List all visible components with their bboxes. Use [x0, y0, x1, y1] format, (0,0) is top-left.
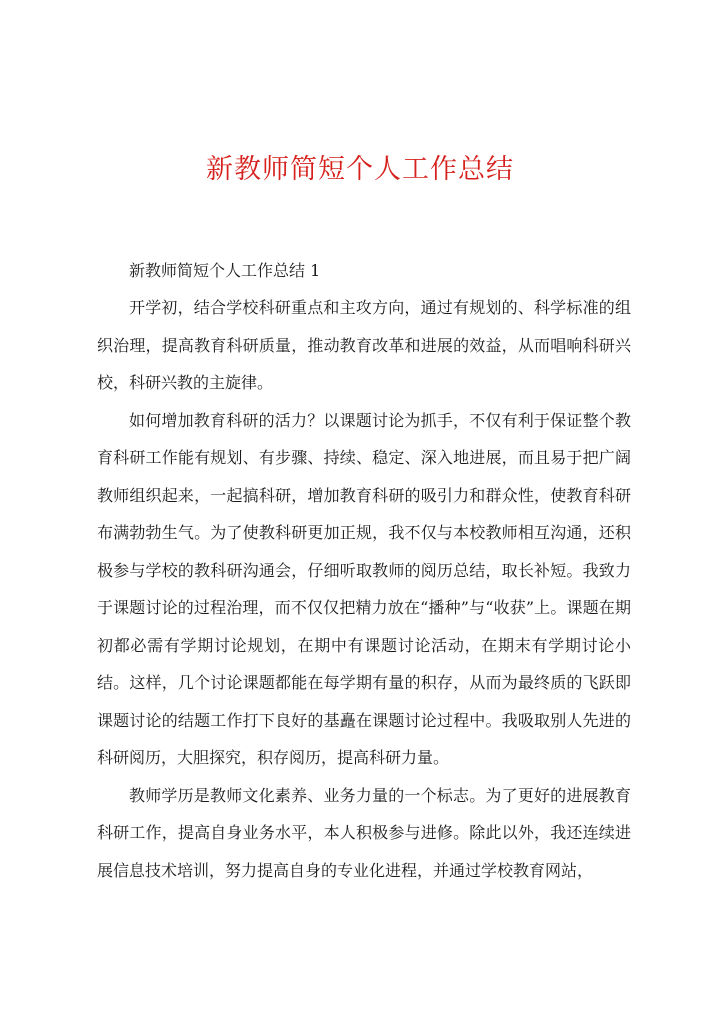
document-title: 新教师简短个人工作总结: [206, 154, 514, 185]
paragraph-2: 如何增加教育科研的活力？以课题讨论为抓手，不仅有利于保证整个教育科研工作能有规划、有步骤、持续、稳定、深入地进展，而且易于把广阔教师组织起来，一起搞科研，增加教育科研的吸引力和群众性，使教育科研布满勃勃生气。为了使教科研更加正规，我不仅与本校教师相互沟通，还积极参与学校的教科研沟通会，仔细听取教师的阅历总结，取长补短。我致力于课题讨论的过程治理，而不仅仅把精力放在“播种”与“收获”上。课题在期初都必需有学期讨论规划，在期中有课题讨论活动，在期末有学期讨论小结。这样，几个讨论课题都能在每学期有量的积存，从而为最终质的飞跃即课题讨论的结题工作打下良好的基矗在课题讨论过程中。我吸取别人先进的科研阅历，大胆探究，积存阅历，提高科研力量。: [97, 410, 631, 767]
section-heading: 新教师简短个人工作总结 1: [129, 261, 321, 280]
document-body: [97, 252, 631, 889]
paragraph-3: 教师学历是教师文化素养、业务力量的一个标志。为了更好的进展教育科研工作，提高自身业务水平，本人积极参与进修。除此以外，我还连续进展信息技术培训，努力提高自身的专业化进程，并通过学校教育网站，: [97, 785, 631, 880]
paragraph-1: 开学初，结合学校科研重点和主攻方向，通过有规划的、科学标准的组织治理，提高教育科研质量，推动教育改革和进展的效益，从而唱响科研兴校，科研兴教的主旋律。: [97, 298, 631, 392]
